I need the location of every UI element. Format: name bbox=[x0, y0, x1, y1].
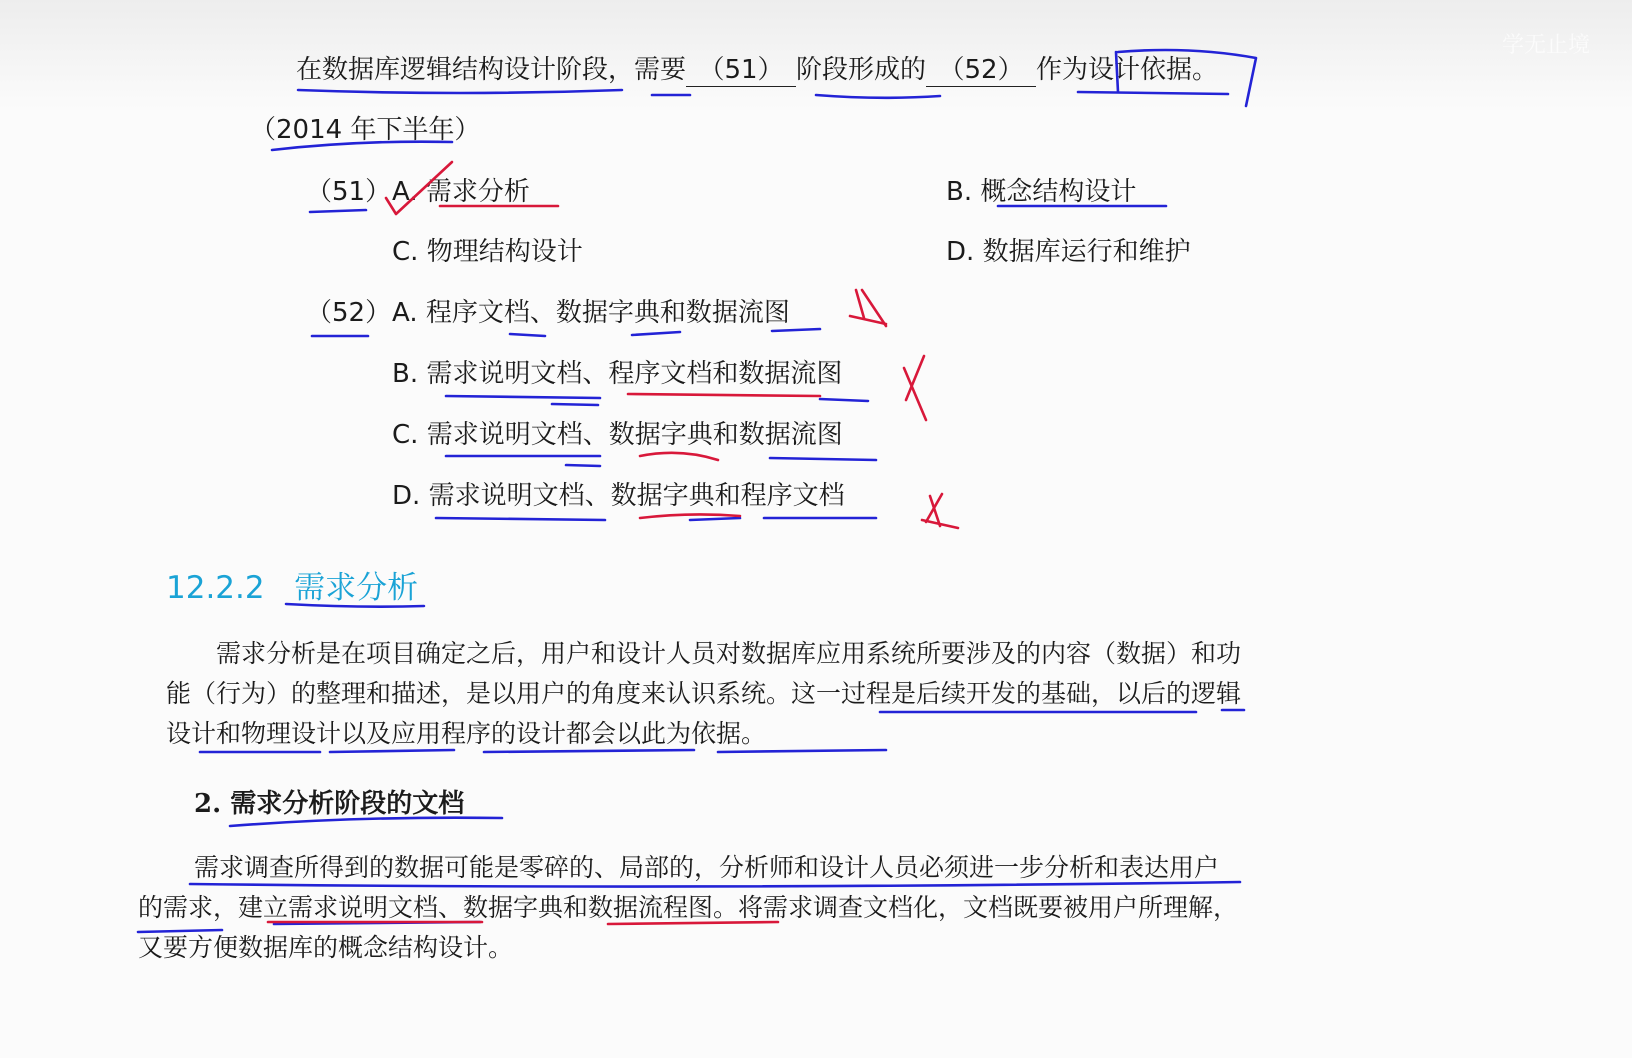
q52-option-d bbox=[392, 480, 845, 512]
q51-option-a bbox=[392, 176, 530, 208]
q52-option-b bbox=[392, 358, 842, 390]
subsection-number: 2. bbox=[194, 789, 222, 819]
stem-part3: 作为设计依据。 bbox=[1036, 55, 1219, 85]
section-paragraph: 需求分析是在项目确定之后，用户和设计人员对数据库应用系统所要涉及的内容（数据）和功能（行为）的整理和描述，是以用户的角度来认识系统。这一过程是后续开发的基础，以后的逻辑设计和物理设计以及应用程序的设计都会以此为依据。 bbox=[166, 639, 1242, 748]
watermark: 学无止境 bbox=[1502, 33, 1591, 58]
section-title: 需求分析 bbox=[294, 570, 419, 606]
section-heading bbox=[166, 570, 418, 606]
cross-mark-icon bbox=[930, 496, 940, 526]
option-text: 需求说明文档、数据字典和程序文档 bbox=[428, 481, 845, 511]
option-text: 需求说明文档、数据字典和数据流图 bbox=[426, 420, 843, 450]
stem-part2: 阶段形成的 bbox=[796, 55, 927, 85]
option-key: A. bbox=[392, 177, 418, 207]
subsection-paragraph: 需求调查所得到的数据可能是零碎的、局部的，分析师和设计人员必须进一步分析和表达用户的需求，建立需求说明文档、数据字典和数据流程图。将需求调查文档化，文档既要被用户所理解，又要方便数据库的概念结构设计。 bbox=[138, 853, 1239, 962]
section-number: 12.2.2 bbox=[166, 570, 265, 606]
option-text: 需求说明文档、程序文档和数据流图 bbox=[426, 359, 843, 389]
option-text: 概念结构设计 bbox=[980, 177, 1137, 207]
option-key: D. bbox=[392, 481, 421, 511]
q52-option-a bbox=[392, 297, 790, 329]
cross-mark-icon bbox=[856, 290, 864, 318]
option-key: B. bbox=[946, 177, 973, 207]
q51-option-b bbox=[946, 176, 1136, 208]
q51-number: （51） bbox=[306, 177, 392, 207]
q51-option-d bbox=[946, 236, 1191, 268]
option-text: 物理结构设计 bbox=[426, 237, 583, 267]
option-key: C. bbox=[392, 420, 419, 450]
option-key: B. bbox=[392, 359, 419, 389]
option-key: D. bbox=[946, 237, 975, 267]
q52-option-c bbox=[392, 419, 843, 451]
cross-mark-icon bbox=[906, 356, 924, 400]
stem-part1: 在数据库逻辑结构设计阶段，需要 bbox=[296, 55, 687, 85]
option-key: C. bbox=[392, 237, 419, 267]
question-stem bbox=[296, 54, 1218, 87]
blank-52: （52） bbox=[926, 54, 1036, 87]
subsection-title: 需求分析阶段的文档 bbox=[230, 789, 465, 819]
option-key: A. bbox=[392, 298, 418, 328]
blank-51: （51） bbox=[686, 54, 796, 87]
option-text: 数据库运行和维护 bbox=[982, 237, 1191, 267]
q52-number: （52） bbox=[306, 298, 392, 328]
option-text: 程序文档、数据字典和数据流图 bbox=[425, 298, 790, 328]
q51-option-c bbox=[392, 236, 583, 268]
option-text: 需求分析 bbox=[425, 177, 530, 207]
question-source: （2014 年下半年） bbox=[250, 115, 481, 145]
subsection-heading bbox=[194, 788, 464, 820]
